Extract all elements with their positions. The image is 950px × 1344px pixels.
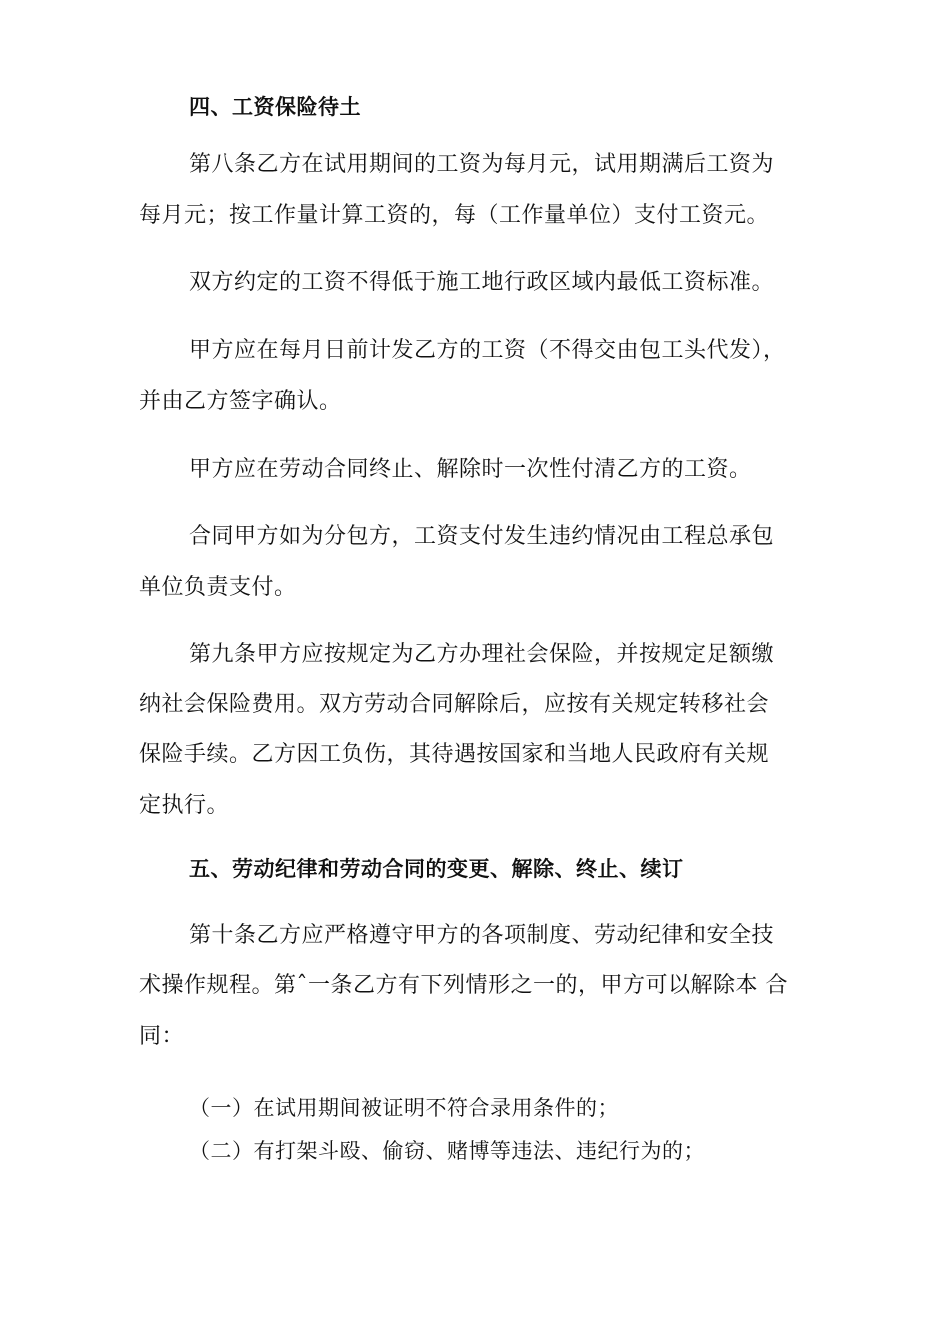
section-heading-labor-discipline: 五、劳动纪律和劳动合同的变更、解除、终止、续订 — [189, 857, 684, 881]
list-item-1: （一）在试用期间被证明不符合录用条件的； — [189, 1096, 619, 1120]
article-8-line-1: 第八条乙方在试用期间的工资为每月元，试用期满后工资为 — [189, 152, 775, 177]
article-10-line-2: 术操作规程。第ˆ一条乙方有下列情形之一的，甲方可以解除本 合 — [139, 973, 788, 998]
paragraph-pay-schedule-line-1: 甲方应在每月日前计发乙方的工资（不得交由包工头代发）， — [189, 338, 786, 363]
paragraph-subcontract-line-1: 合同甲方如为分包方，工资支付发生违约情况由工程总承包 — [189, 524, 775, 549]
article-9-line-3: 保险手续。乙方因工负伤，其待遇按国家和当地人民政府有关规 — [139, 742, 770, 767]
section-heading-wages-insurance: 四、工资保险待土 — [189, 95, 361, 119]
paragraph-pay-schedule-line-2: 并由乙方签字确认。 — [139, 389, 342, 414]
paragraph-subcontract-line-2: 单位负责支付。 — [139, 575, 297, 600]
list-item-2: （二）有打架斗殴、偷窃、赌博等违法、违纪行为的； — [189, 1139, 705, 1163]
article-8-line-2: 每月元；按工作量计算工资的，每（工作量单位）支付工资元。 — [139, 203, 770, 228]
paragraph-termination-pay: 甲方应在劳动合同终止、解除时一次性付清乙方的工资。 — [189, 457, 752, 482]
article-10-line-1: 第十条乙方应严格遵守甲方的各项制度、劳动纪律和安全技 — [189, 923, 775, 948]
paragraph-minimum-wage: 双方约定的工资不得低于施工地行政区域内最低工资标准。 — [189, 270, 775, 295]
article-10-line-3: 同： — [139, 1024, 185, 1049]
article-9-line-2: 纳社会保险费用。双方劳动合同解除后，应按有关规定转移社会 — [139, 692, 770, 717]
article-9-line-1: 第九条甲方应按规定为乙方办理社会保险，并按规定足额缴 — [189, 642, 775, 667]
article-9-line-4: 定执行。 — [139, 793, 230, 818]
